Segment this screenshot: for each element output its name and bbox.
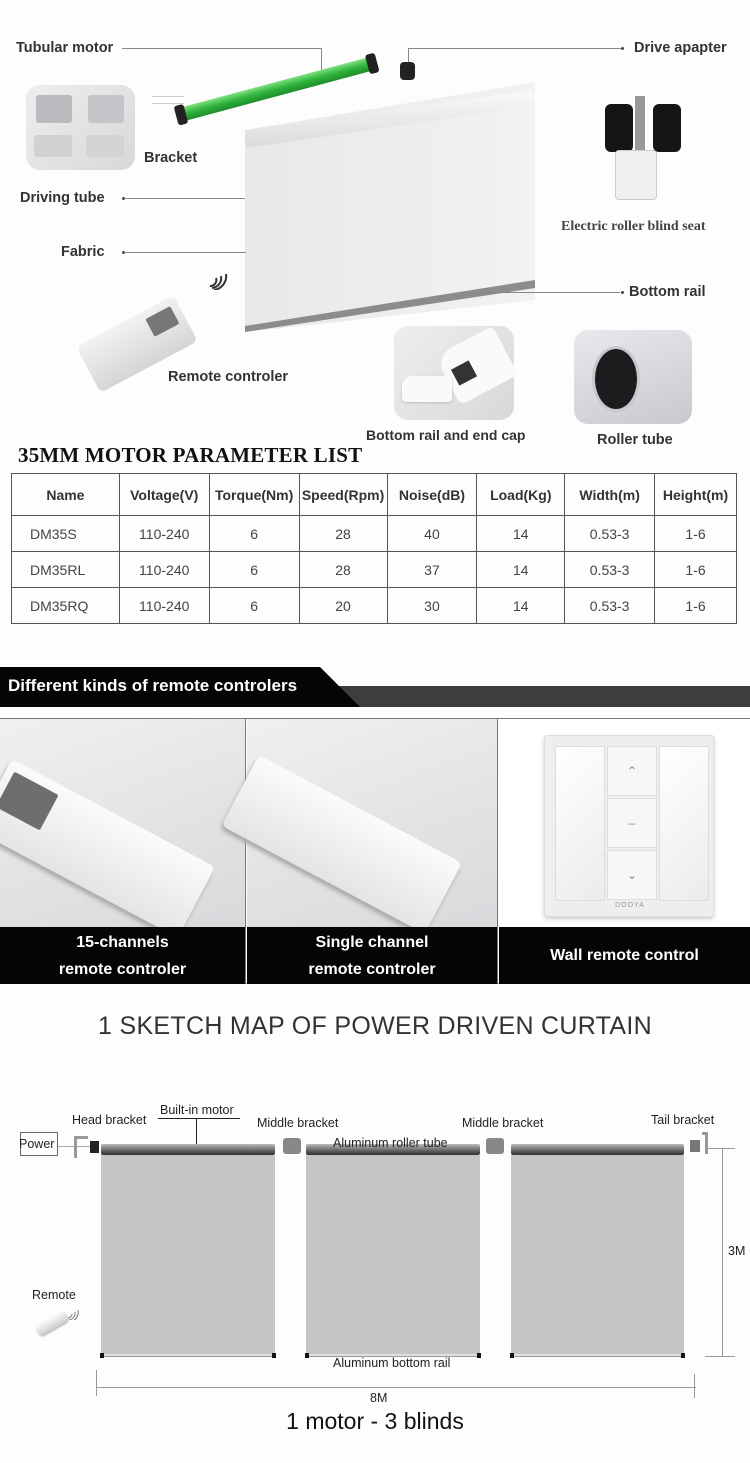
width-dimension-line <box>96 1387 696 1388</box>
motor-wires <box>152 96 184 104</box>
table-row <box>12 588 737 624</box>
cell: 14 <box>477 588 565 624</box>
cell: 110-240 <box>119 588 209 624</box>
leader-line <box>408 48 622 49</box>
blind-panel <box>101 1155 275 1355</box>
height-dimension-line <box>722 1148 723 1356</box>
cell: DM35RL <box>12 552 120 588</box>
signal-waves-icon <box>206 266 230 290</box>
remote-card-single-channel <box>247 719 498 984</box>
cell: 28 <box>299 552 387 588</box>
cell: 20 <box>299 588 387 624</box>
wall-remote-image <box>499 719 750 927</box>
remote-types-grid <box>0 718 750 984</box>
cell: 1-6 <box>655 588 737 624</box>
cell: DM35S <box>12 516 120 552</box>
dimension-tick <box>705 1148 735 1149</box>
stop-icon: – <box>607 798 657 848</box>
cell: 6 <box>209 552 299 588</box>
cell: 30 <box>387 588 477 624</box>
blind-panel <box>306 1155 480 1355</box>
leader-line <box>158 1118 240 1119</box>
label-built-in-motor: Built-in motor <box>160 1103 234 1117</box>
cell: 40 <box>387 516 477 552</box>
cell: 0.53-3 <box>565 552 655 588</box>
dimension-tick <box>96 1370 97 1396</box>
label-head-bracket: Head bracket <box>72 1113 147 1127</box>
cell: 14 <box>477 516 565 552</box>
head-bracket-shape <box>74 1136 88 1158</box>
cell: 1-6 <box>655 552 737 588</box>
remote-icon <box>35 1311 68 1337</box>
header-torque: Torque(Nm) <box>209 474 299 516</box>
label-middle-bracket-2: Middle bracket <box>462 1116 544 1130</box>
cell: 14 <box>477 552 565 588</box>
table-header-row <box>12 474 737 516</box>
dimension-tick <box>705 1356 735 1357</box>
roller-tube-image <box>574 330 692 424</box>
bottom-rail <box>511 1354 684 1357</box>
caption-line: remote controler <box>58 960 187 978</box>
label-bottom-rail: Bottom rail <box>629 284 706 300</box>
remote-15-channel-caption <box>0 927 245 984</box>
label-fabric: Fabric <box>61 244 105 260</box>
header-speed: Speed(Rpm) <box>299 474 387 516</box>
middle-bracket-shape <box>486 1138 504 1154</box>
cell: 0.53-3 <box>565 588 655 624</box>
leader-line <box>122 48 322 49</box>
wall-remote-caption <box>499 927 750 984</box>
motor-head <box>90 1141 99 1153</box>
caption-line: Wall remote control <box>550 947 699 964</box>
drive-adapter-image <box>400 62 415 80</box>
header-width: Width(m) <box>565 474 655 516</box>
leader-line <box>408 48 409 62</box>
down-arrow-icon: ⌄ <box>607 850 657 900</box>
remote-card-wall <box>499 719 750 984</box>
motor-parameter-table <box>11 473 737 624</box>
remote-card-15-channel <box>0 719 246 984</box>
label-tail-bracket: Tail bracket <box>651 1113 715 1127</box>
bracket-image <box>26 85 135 170</box>
brand-logo: DOOYA <box>615 902 645 909</box>
cell: 110-240 <box>119 552 209 588</box>
cell: 6 <box>209 516 299 552</box>
remote-single-channel-image <box>247 719 497 927</box>
up-arrow-icon: ⌃ <box>607 746 657 796</box>
label-drive-adapter: Drive apapter <box>634 40 727 56</box>
header-height: Height(m) <box>655 474 737 516</box>
header-noise: Noise(dB) <box>387 474 477 516</box>
table-row <box>12 552 737 588</box>
label-driving-tube: Driving tube <box>20 190 105 206</box>
label-roller-tube: Roller tube <box>597 432 673 448</box>
roller-blind-image <box>245 82 535 332</box>
roller-tube <box>101 1144 275 1155</box>
label-power: Power <box>19 1137 55 1151</box>
tail-bracket-shape <box>702 1132 708 1154</box>
label-tubular-motor: Tubular motor <box>16 40 114 56</box>
height-dimension-label: 3M <box>728 1244 746 1258</box>
header-voltage: Voltage(V) <box>119 474 209 516</box>
bottom-rail-end-cap-image <box>394 326 514 420</box>
cell: 110-240 <box>119 516 209 552</box>
label-bottom-rail-end-cap: Bottom rail and end cap <box>366 427 526 443</box>
cell: DM35RQ <box>12 588 120 624</box>
leader-dot <box>621 47 624 50</box>
caption-line: Single channel <box>315 933 429 951</box>
header-name: Name <box>12 474 120 516</box>
parameter-list-title: 35MM MOTOR PARAMETER LIST <box>18 443 363 467</box>
sketch-caption: 1 motor - 3 blinds <box>286 1408 464 1434</box>
label-bracket: Bracket <box>144 150 198 166</box>
blind-panel <box>511 1155 684 1355</box>
cell: 28 <box>299 516 387 552</box>
cell: 0.53-3 <box>565 516 655 552</box>
cell: 37 <box>387 552 477 588</box>
label-bottom-rail: Aluminum bottom rail <box>333 1356 451 1370</box>
leader-dot <box>621 291 624 294</box>
table-row <box>12 516 737 552</box>
dimension-tick <box>694 1374 695 1398</box>
signal-waves-icon <box>66 1306 80 1325</box>
cell: 1-6 <box>655 516 737 552</box>
sketch-title: 1 SKETCH MAP OF POWER DRIVEN CURTAIN <box>98 1012 652 1040</box>
tail-bracket-shape <box>690 1140 700 1152</box>
leader-line <box>321 48 322 70</box>
leader-line <box>124 252 246 253</box>
label-remote: Remote <box>32 1288 76 1302</box>
leader-line <box>480 292 620 293</box>
label-roller-tube: Aluminum roller tube <box>333 1136 448 1150</box>
width-dimension-label: 8M <box>370 1391 388 1405</box>
middle-bracket-shape <box>283 1138 301 1154</box>
caption-line: 15-channels <box>76 933 169 951</box>
header-load: Load(Kg) <box>477 474 565 516</box>
label-remote-controler: Remote controler <box>168 369 289 385</box>
roller-tube <box>511 1144 684 1155</box>
caption-line: remote controler <box>308 960 436 978</box>
remotes-section-title: Different kinds of remote controlers <box>8 676 298 695</box>
remote-single-channel-caption <box>247 927 497 984</box>
remote-15-channel-image <box>0 719 245 927</box>
bottom-rail <box>101 1354 275 1357</box>
leader-line <box>124 198 250 199</box>
roller-blind-seat-image <box>605 96 685 206</box>
label-electric-roller-blind-seat: Electric roller blind seat <box>561 219 706 234</box>
cell: 6 <box>209 588 299 624</box>
label-middle-bracket-1: Middle bracket <box>257 1116 339 1130</box>
